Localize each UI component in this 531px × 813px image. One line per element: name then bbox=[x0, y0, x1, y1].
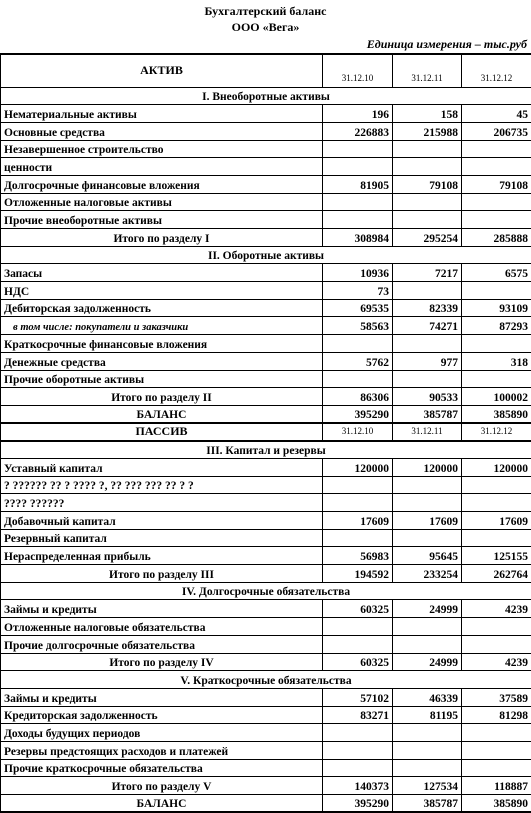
row-label: Нематериальные активы bbox=[1, 105, 323, 123]
value-cell: 79108 bbox=[393, 175, 462, 193]
row-label: Прочие оборотные активы bbox=[1, 370, 323, 388]
value-cell: 37589 bbox=[462, 688, 531, 706]
table-row bbox=[1, 494, 531, 512]
section-row bbox=[1, 441, 531, 459]
value-cell bbox=[323, 211, 393, 229]
value-cell bbox=[393, 724, 462, 742]
col-date-1: 31.12.10 bbox=[323, 423, 393, 441]
value-cell bbox=[393, 759, 462, 777]
value-cell: 93109 bbox=[462, 299, 531, 317]
value-cell: 69535 bbox=[323, 299, 393, 317]
table-row bbox=[1, 741, 531, 759]
row-label: Запасы bbox=[1, 264, 323, 282]
row-label: Уставный капитал bbox=[1, 458, 323, 476]
value-cell bbox=[462, 211, 531, 229]
row-label: БАЛАНС bbox=[1, 795, 323, 813]
table-row bbox=[1, 264, 531, 282]
value-cell: 127534 bbox=[393, 777, 462, 795]
value-cell: 17609 bbox=[393, 512, 462, 530]
value-cell: 81905 bbox=[323, 175, 393, 193]
value-cell: 385787 bbox=[393, 795, 462, 813]
section-title: II. Оборотные активы bbox=[1, 246, 531, 264]
value-cell: 385890 bbox=[462, 405, 531, 423]
assets-header: АКТИВ bbox=[1, 54, 323, 87]
value-cell bbox=[323, 158, 393, 176]
row-label: Резервы предстоящих расходов и платежей bbox=[1, 741, 323, 759]
value-cell: 125155 bbox=[462, 547, 531, 565]
row-label: Нераспределенная прибыль bbox=[1, 547, 323, 565]
table-row bbox=[1, 706, 531, 724]
value-cell bbox=[393, 529, 462, 547]
value-cell bbox=[462, 724, 531, 742]
liabilities-header: ПАССИВ bbox=[1, 423, 323, 441]
value-cell: 100002 bbox=[462, 388, 531, 406]
row-label: ценности bbox=[1, 158, 323, 176]
value-cell bbox=[323, 724, 393, 742]
value-cell bbox=[323, 494, 393, 512]
liabilities-header-row bbox=[1, 423, 531, 441]
table-row bbox=[1, 512, 531, 530]
value-cell: 226883 bbox=[323, 122, 393, 140]
value-cell: 56983 bbox=[323, 547, 393, 565]
value-cell bbox=[462, 759, 531, 777]
value-cell: 60325 bbox=[323, 600, 393, 618]
col-date-3: 31.12.12 bbox=[462, 54, 531, 87]
report-title: Бухгалтерский баланс bbox=[0, 3, 531, 19]
value-cell: 196 bbox=[323, 105, 393, 123]
col-date-2: 31.12.11 bbox=[393, 423, 462, 441]
value-cell: 158 bbox=[393, 105, 462, 123]
value-cell bbox=[462, 282, 531, 300]
value-cell bbox=[462, 335, 531, 353]
row-label: ???? ?????? bbox=[1, 494, 323, 512]
table-row bbox=[1, 158, 531, 176]
unit-label: Единица измерения – тыс.руб bbox=[367, 37, 527, 52]
assets-header-row bbox=[1, 54, 531, 87]
table-row bbox=[1, 211, 531, 229]
value-cell: 385890 bbox=[462, 795, 531, 813]
table-row bbox=[1, 370, 531, 388]
row-label: Займы и кредиты bbox=[1, 600, 323, 618]
value-cell bbox=[323, 759, 393, 777]
value-cell bbox=[393, 158, 462, 176]
row-label: Незавершенное строительство bbox=[1, 140, 323, 158]
table-row bbox=[1, 317, 531, 335]
value-cell: 215988 bbox=[393, 122, 462, 140]
value-cell: 82339 bbox=[393, 299, 462, 317]
company-name: ООО «Вега» bbox=[0, 19, 531, 35]
value-cell: 90533 bbox=[393, 388, 462, 406]
value-cell: 4239 bbox=[462, 600, 531, 618]
value-cell bbox=[462, 494, 531, 512]
value-cell bbox=[323, 529, 393, 547]
value-cell bbox=[462, 193, 531, 211]
value-cell bbox=[393, 211, 462, 229]
row-label: Займы и кредиты bbox=[1, 688, 323, 706]
value-cell: 977 bbox=[393, 352, 462, 370]
row-label: Итого по разделу II bbox=[1, 388, 323, 406]
value-cell: 79108 bbox=[462, 175, 531, 193]
table-row bbox=[1, 618, 531, 636]
col-date-3: 31.12.12 bbox=[462, 423, 531, 441]
value-cell: 24999 bbox=[393, 653, 462, 671]
value-cell: 120000 bbox=[393, 458, 462, 476]
value-cell: 140373 bbox=[323, 777, 393, 795]
value-cell: 120000 bbox=[323, 458, 393, 476]
total-row bbox=[1, 777, 531, 795]
total-row bbox=[1, 565, 531, 583]
value-cell bbox=[323, 618, 393, 636]
row-label: Денежные средства bbox=[1, 352, 323, 370]
value-cell bbox=[393, 494, 462, 512]
table-row bbox=[1, 476, 531, 494]
value-cell: 385787 bbox=[393, 405, 462, 423]
row-label: Прочие внеоборотные активы bbox=[1, 211, 323, 229]
row-label: Прочие краткосрочные обязательства bbox=[1, 759, 323, 777]
value-cell: 7217 bbox=[393, 264, 462, 282]
value-cell: 6575 bbox=[462, 264, 531, 282]
table-row bbox=[1, 193, 531, 211]
value-cell bbox=[323, 140, 393, 158]
value-cell bbox=[323, 635, 393, 653]
value-cell: 73 bbox=[323, 282, 393, 300]
value-cell bbox=[462, 158, 531, 176]
value-cell: 58563 bbox=[323, 317, 393, 335]
value-cell: 295254 bbox=[393, 229, 462, 247]
row-label: ? ?????? ?? ? ???? ?, ?? ??? ??? ?? ? ? bbox=[1, 476, 323, 494]
section-row bbox=[1, 246, 531, 264]
row-label: Отложенные налоговые обязательства bbox=[1, 618, 323, 636]
value-cell: 57102 bbox=[323, 688, 393, 706]
row-label: Дебиторская задолженность bbox=[1, 299, 323, 317]
row-label: Итого по разделу I bbox=[1, 229, 323, 247]
table-row bbox=[1, 122, 531, 140]
value-cell: 83271 bbox=[323, 706, 393, 724]
col-date-1: 31.12.10 bbox=[323, 54, 393, 87]
section-title: IV. Долгосрочные обязательства bbox=[1, 582, 531, 600]
row-label: Кредиторская задолженность bbox=[1, 706, 323, 724]
row-label: Прочие долгосрочные обязательства bbox=[1, 635, 323, 653]
value-cell bbox=[393, 618, 462, 636]
row-label: Отложенные налоговые активы bbox=[1, 193, 323, 211]
total-row bbox=[1, 795, 531, 813]
table-row bbox=[1, 282, 531, 300]
row-label: БАЛАНС bbox=[1, 405, 323, 423]
section-row bbox=[1, 671, 531, 689]
value-cell: 395290 bbox=[323, 405, 393, 423]
table-row bbox=[1, 759, 531, 777]
value-cell: 262764 bbox=[462, 565, 531, 583]
row-label: Добавочный капитал bbox=[1, 512, 323, 530]
table-row bbox=[1, 688, 531, 706]
value-cell bbox=[462, 618, 531, 636]
table-row bbox=[1, 600, 531, 618]
value-cell: 24999 bbox=[393, 600, 462, 618]
value-cell: 308984 bbox=[323, 229, 393, 247]
value-cell bbox=[462, 635, 531, 653]
value-cell bbox=[462, 476, 531, 494]
value-cell bbox=[462, 370, 531, 388]
value-cell: 60325 bbox=[323, 653, 393, 671]
table-row bbox=[1, 529, 531, 547]
section-title: III. Капитал и резервы bbox=[1, 441, 531, 459]
value-cell: 318 bbox=[462, 352, 531, 370]
table-row bbox=[1, 547, 531, 565]
table-row bbox=[1, 140, 531, 158]
value-cell bbox=[393, 741, 462, 759]
table-row bbox=[1, 299, 531, 317]
total-row bbox=[1, 229, 531, 247]
row-label: Резервный капитал bbox=[1, 529, 323, 547]
value-cell: 45 bbox=[462, 105, 531, 123]
table-row bbox=[1, 105, 531, 123]
value-cell bbox=[393, 282, 462, 300]
table-row bbox=[1, 352, 531, 370]
value-cell: 5762 bbox=[323, 352, 393, 370]
value-cell: 17609 bbox=[462, 512, 531, 530]
row-label: Доходы будущих периодов bbox=[1, 724, 323, 742]
table-row bbox=[1, 724, 531, 742]
value-cell: 86306 bbox=[323, 388, 393, 406]
section-row bbox=[1, 582, 531, 600]
value-cell: 194592 bbox=[323, 565, 393, 583]
value-cell bbox=[462, 140, 531, 158]
value-cell bbox=[323, 335, 393, 353]
value-cell: 74271 bbox=[393, 317, 462, 335]
value-cell: 87293 bbox=[462, 317, 531, 335]
value-cell: 81298 bbox=[462, 706, 531, 724]
section-row bbox=[1, 87, 531, 105]
row-label: Долгосрочные финансовые вложения bbox=[1, 175, 323, 193]
value-cell: 17609 bbox=[323, 512, 393, 530]
value-cell: 285888 bbox=[462, 229, 531, 247]
total-row bbox=[1, 653, 531, 671]
row-label: Итого по разделу IV bbox=[1, 653, 323, 671]
total-row bbox=[1, 405, 531, 423]
total-row bbox=[1, 388, 531, 406]
value-cell: 10936 bbox=[323, 264, 393, 282]
value-cell bbox=[393, 193, 462, 211]
table-row bbox=[1, 335, 531, 353]
value-cell: 206735 bbox=[462, 122, 531, 140]
value-cell: 120000 bbox=[462, 458, 531, 476]
value-cell bbox=[393, 335, 462, 353]
row-label: Итого по разделу V bbox=[1, 777, 323, 795]
value-cell bbox=[323, 741, 393, 759]
value-cell bbox=[393, 635, 462, 653]
table-row bbox=[1, 175, 531, 193]
value-cell bbox=[393, 370, 462, 388]
value-cell: 118887 bbox=[462, 777, 531, 795]
col-date-2: 31.12.11 bbox=[393, 54, 462, 87]
table-row bbox=[1, 458, 531, 476]
value-cell bbox=[462, 529, 531, 547]
value-cell bbox=[323, 193, 393, 211]
value-cell: 4239 bbox=[462, 653, 531, 671]
value-cell: 46339 bbox=[393, 688, 462, 706]
row-label: Краткосрочные финансовые вложения bbox=[1, 335, 323, 353]
row-label: Итого по разделу III bbox=[1, 565, 323, 583]
balance-table bbox=[0, 53, 531, 813]
value-cell: 81195 bbox=[393, 706, 462, 724]
value-cell: 233254 bbox=[393, 565, 462, 583]
row-label: НДС bbox=[1, 282, 323, 300]
value-cell bbox=[393, 140, 462, 158]
section-title: V. Краткосрочные обязательства bbox=[1, 671, 531, 689]
value-cell: 95645 bbox=[393, 547, 462, 565]
value-cell bbox=[323, 476, 393, 494]
row-label: Основные средства bbox=[1, 122, 323, 140]
section-title: I. Внеоборотные активы bbox=[1, 87, 531, 105]
value-cell bbox=[393, 476, 462, 494]
value-cell bbox=[323, 370, 393, 388]
row-label: в том числе: покупатели и заказчики bbox=[1, 317, 323, 335]
table-row bbox=[1, 635, 531, 653]
value-cell: 395290 bbox=[323, 795, 393, 813]
value-cell bbox=[462, 741, 531, 759]
